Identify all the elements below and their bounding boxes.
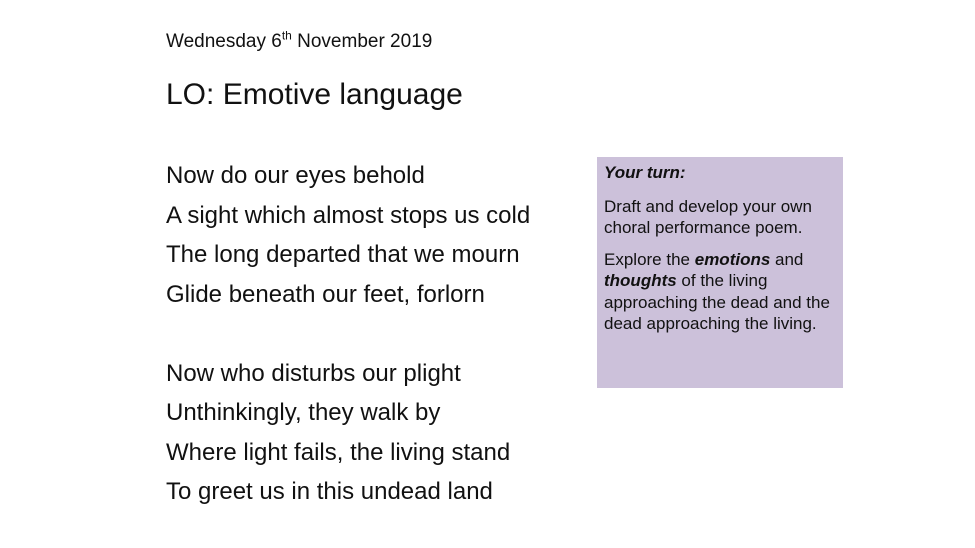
poem-line: To greet us in this undead land [166,478,493,505]
date-ordinal-suffix: th [281,28,292,43]
emphasis-thoughts: thoughts [604,271,677,290]
lesson-date [166,30,432,54]
poem-line: Now do our eyes behold [166,162,425,189]
poem [166,156,586,512]
poem-line: Where light fails, the living stand [166,438,511,466]
poem-line: Unthinkingly, they walk by [166,399,441,426]
task-heading: Your turn: [604,163,686,182]
task-text: Explore the [604,249,695,269]
task-instruction-explore [604,249,836,335]
task-instruction-draft: Draft and develop your own choral performance poem. [604,196,812,237]
poem-stanza-1 [166,156,586,314]
date-day: Wednesday 6 [166,31,282,52]
stanza-gap [166,314,586,354]
emphasis-emotions: emotions [694,249,771,269]
poem-line: Glide beneath our feet, forlorn [166,280,485,308]
poem-line: The long departed that we mourn [166,241,520,268]
poem-line: Now who disturbs our plight [166,359,461,387]
poem-line: A sight which almost stops us cold [166,201,531,229]
task-text: of the living approaching the dead and the dead approaching the living. [604,271,830,333]
task-text: and [770,249,804,269]
poem-stanza-2 [166,354,586,512]
date-month-year: November 2019 [291,31,433,52]
your-turn-task-box [597,157,843,388]
learning-objective-title: LO: Emotive language [166,78,463,111]
